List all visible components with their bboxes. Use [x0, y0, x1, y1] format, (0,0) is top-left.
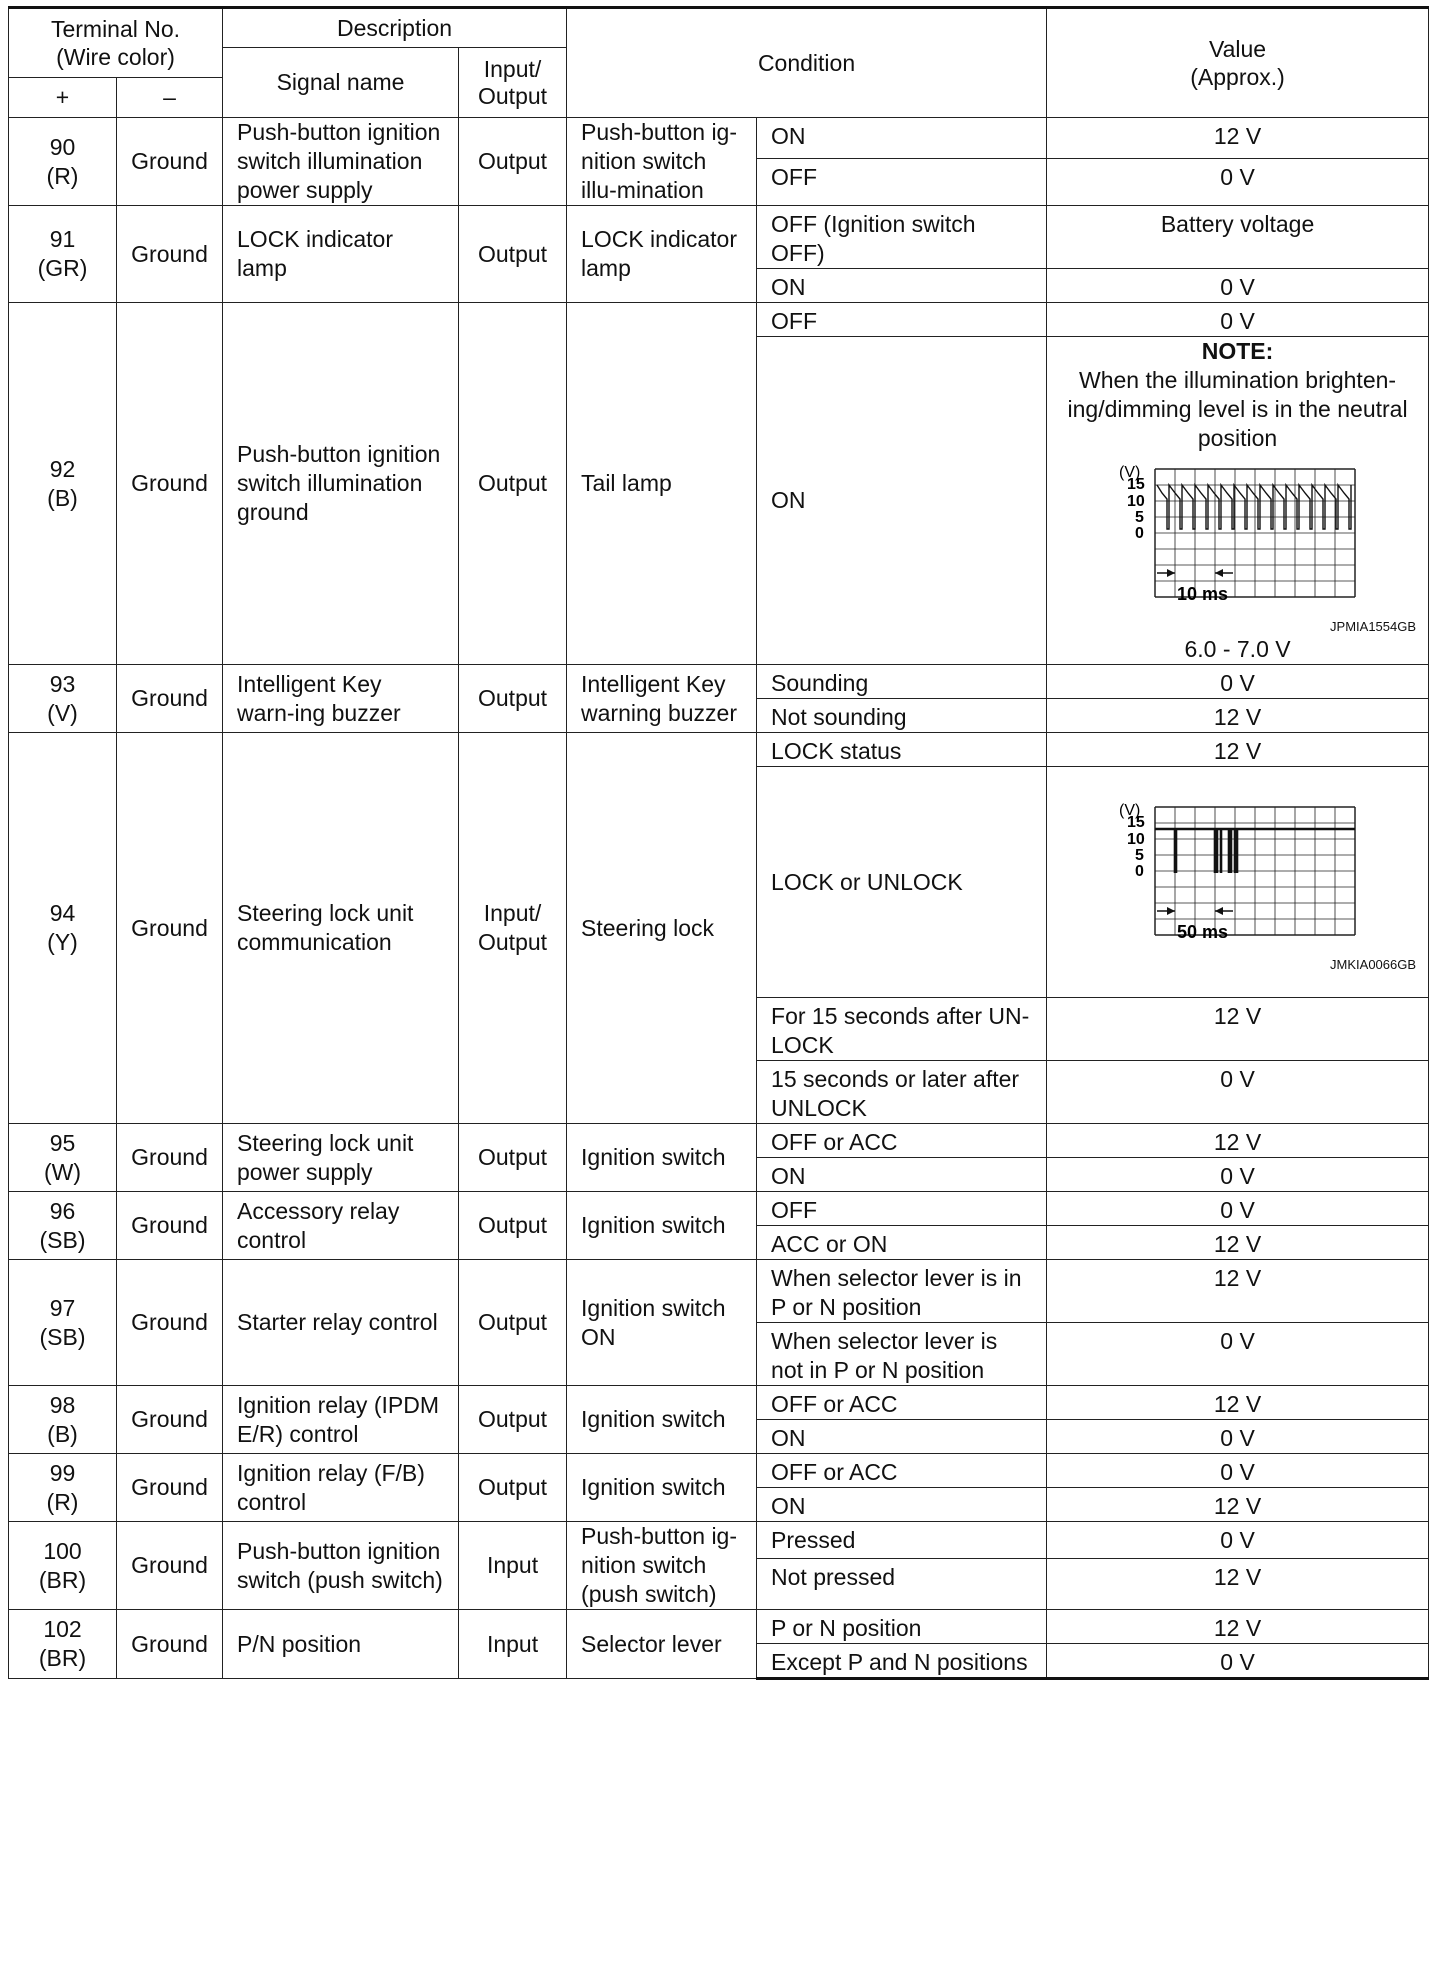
- wave-tick-label: 15: [1126, 814, 1145, 831]
- header-condition: Condition: [567, 8, 1047, 118]
- condition-main: Ignition switch: [567, 1386, 757, 1454]
- value-cell: 0 V: [1047, 1644, 1429, 1679]
- table-row: [9, 665, 1429, 699]
- wire-color: (B): [47, 484, 78, 511]
- header-io-1: Input/: [483, 55, 542, 82]
- table-row: [9, 1386, 1429, 1420]
- terminal-cell: [9, 1610, 117, 1679]
- minus-terminal: Ground: [117, 1192, 223, 1260]
- terminal-cell: [9, 1386, 117, 1454]
- signal-name: Push-button ignition switch illumination ground: [223, 303, 459, 665]
- terminal-number: 96: [49, 1197, 76, 1224]
- condition-main: Push-button ig-nition switch (push switch): [567, 1522, 757, 1610]
- signal-name: Starter relay control: [223, 1260, 459, 1386]
- value-cell: 12 V: [1047, 1610, 1429, 1644]
- terminal-cell: [9, 118, 117, 206]
- figure-code: JPMIA1554GB: [1330, 619, 1417, 634]
- condition-main: Ignition switch ON: [567, 1260, 757, 1386]
- value-cell: 0 V: [1047, 1454, 1429, 1488]
- signal-name: Ignition relay (F/B) control: [223, 1454, 459, 1522]
- table-row: [9, 118, 1429, 159]
- condition-sub: LOCK status: [757, 733, 1047, 767]
- condition-sub: ACC or ON: [757, 1226, 1047, 1260]
- condition-sub: When selector lever is in P or N position: [757, 1260, 1047, 1323]
- value-cell: 0 V: [1047, 303, 1429, 337]
- wave-tick-label: 0: [1134, 863, 1144, 880]
- value-cell: 0 V: [1047, 1192, 1429, 1226]
- table-row: [9, 1260, 1429, 1323]
- terminal-number: 102: [43, 1616, 82, 1642]
- condition-sub: When selector lever is not in P or N position: [757, 1323, 1047, 1386]
- value-cell: [1047, 337, 1429, 665]
- minus-terminal: Ground: [117, 1522, 223, 1610]
- wave-tick-label: 5: [1134, 509, 1144, 526]
- table-row: [9, 1522, 1429, 1559]
- value-cell: 0 V: [1047, 1420, 1429, 1454]
- arrowhead: [1167, 569, 1175, 577]
- arrowhead: [1215, 907, 1223, 915]
- note-text: When the illumination brighten-ing/dimming level is in the neutral position: [1067, 367, 1408, 451]
- condition-main: LOCK indicator lamp: [567, 206, 757, 303]
- condition-main: Ignition switch: [567, 1124, 757, 1192]
- wire-color: (SB): [39, 1323, 86, 1350]
- signal-name: Ignition relay (IPDM E/R) control: [223, 1386, 459, 1454]
- input-output: Output: [459, 1454, 567, 1522]
- minus-terminal: Ground: [117, 1386, 223, 1454]
- wave-tick-label: 0: [1134, 525, 1144, 542]
- wave-tick-label: 10: [1126, 831, 1145, 848]
- condition-sub: 15 seconds or later after UNLOCK: [757, 1061, 1047, 1124]
- value-cell: 0 V: [1047, 1522, 1429, 1559]
- value-cell: 12 V: [1047, 1226, 1429, 1260]
- value-cell: 12 V: [1047, 733, 1429, 767]
- condition-sub: ON: [757, 337, 1047, 665]
- wire-color: (BR): [38, 1566, 87, 1593]
- waveform-graph: [1113, 459, 1363, 619]
- wire-color: (Y): [47, 929, 78, 955]
- signal-name: Steering lock unit communication: [223, 733, 459, 1124]
- signal-name: P/N position: [223, 1610, 459, 1679]
- value-cell: [1047, 767, 1429, 998]
- signal-name: LOCK indicator lamp: [223, 206, 459, 303]
- terminal-cell: [9, 1454, 117, 1522]
- terminal-cell: [9, 1522, 117, 1610]
- arrowhead: [1215, 569, 1223, 577]
- condition-main: Selector lever: [567, 1610, 757, 1679]
- condition-sub: LOCK or UNLOCK: [757, 767, 1047, 998]
- minus-terminal: Ground: [117, 1610, 223, 1679]
- input-output: Output: [459, 1124, 567, 1192]
- condition-sub: ON: [757, 269, 1047, 303]
- minus-terminal: Ground: [117, 118, 223, 206]
- condition-sub: OFF or ACC: [757, 1454, 1047, 1488]
- wave-tick-label: 10: [1126, 493, 1145, 510]
- condition-sub: ON: [757, 1158, 1047, 1192]
- condition-main: Push-button ig-nition switch illu-mination: [567, 118, 757, 206]
- value-cell: 12 V: [1047, 1260, 1429, 1323]
- table-row: [9, 733, 1429, 767]
- signal-name: Push-button ignition switch illumination power supply: [223, 118, 459, 206]
- terminal-number: 93: [49, 670, 76, 697]
- condition-sub: OFF: [757, 1192, 1047, 1226]
- input-output: Output: [459, 1192, 567, 1260]
- condition-sub: For 15 seconds after UN-LOCK: [757, 998, 1047, 1061]
- value-cell: 12 V: [1047, 1124, 1429, 1158]
- header-terminal: [9, 8, 223, 78]
- value-cell: 12 V: [1047, 1488, 1429, 1522]
- note-title: NOTE:: [1201, 338, 1274, 364]
- condition-main: Intelligent Key warning buzzer: [567, 665, 757, 733]
- condition-sub: P or N position: [757, 1610, 1047, 1644]
- wave-tick-label: 15: [1126, 476, 1145, 493]
- input-output: Output: [459, 206, 567, 303]
- signal-name: Intelligent Key warn-ing buzzer: [223, 665, 459, 733]
- terminal-number: 91: [49, 226, 76, 252]
- terminal-number: 94: [49, 900, 76, 926]
- condition-sub: Except P and N positions: [757, 1644, 1047, 1679]
- condition-sub: ON: [757, 118, 1047, 159]
- table-body: [9, 118, 1429, 1679]
- wire-color: (W): [43, 1158, 82, 1185]
- table-row: [9, 1454, 1429, 1488]
- minus-terminal: Ground: [117, 303, 223, 665]
- condition-sub: ON: [757, 1488, 1047, 1522]
- condition-sub: OFF or ACC: [757, 1124, 1047, 1158]
- arrowhead: [1167, 907, 1175, 915]
- minus-terminal: Ground: [117, 1124, 223, 1192]
- wire-color: (R): [46, 162, 79, 189]
- wave-tick-label: 5: [1134, 847, 1144, 864]
- header-value-approx: (Approx.): [1190, 64, 1285, 90]
- header-signal-name: Signal name: [223, 48, 459, 118]
- value-cell: Battery voltage: [1047, 206, 1429, 269]
- condition-sub: OFF: [757, 303, 1047, 337]
- waveform-graph: [1113, 797, 1363, 957]
- terminal-cell: [9, 733, 117, 1124]
- wave-unit-label: (V): [1118, 464, 1140, 481]
- wire-color: (V): [47, 699, 78, 726]
- condition-sub: Sounding: [757, 665, 1047, 699]
- condition-main: Tail lamp: [567, 303, 757, 665]
- value-cell: 12 V: [1047, 118, 1429, 159]
- input-output: Input: [459, 1610, 567, 1679]
- input-output: Output: [459, 665, 567, 733]
- wire-color: (SB): [39, 1226, 86, 1253]
- input-output: Output: [459, 1386, 567, 1454]
- signal-name: Push-button ignition switch (push switch): [223, 1522, 459, 1610]
- terminal-cell: [9, 1192, 117, 1260]
- condition-sub: OFF (Ignition switch OFF): [757, 206, 1047, 269]
- terminal-number: 98: [49, 1391, 76, 1418]
- terminal-cell: [9, 206, 117, 303]
- value-cell: 0 V: [1047, 269, 1429, 303]
- wire-color: (R): [46, 1488, 79, 1515]
- signal-name: Steering lock unit power supply: [223, 1124, 459, 1192]
- table-row: [9, 206, 1429, 269]
- waveform-trace: [1157, 485, 1351, 529]
- header-terminal-no: Terminal No.: [50, 16, 181, 42]
- header-value: [1047, 8, 1429, 118]
- minus-terminal: Ground: [117, 1454, 223, 1522]
- input-output: Input/ Output: [459, 733, 567, 1124]
- input-output: Output: [459, 1260, 567, 1386]
- figure-code: JMKIA0066GB: [1330, 957, 1417, 972]
- condition-main: Ignition switch: [567, 1454, 757, 1522]
- table-row: [9, 1124, 1429, 1158]
- terminal-number: 90: [49, 133, 76, 160]
- wire-color: (BR): [38, 1645, 87, 1671]
- value-text: 6.0 - 7.0 V: [1184, 636, 1291, 662]
- value-cell: 0 V: [1047, 1061, 1429, 1124]
- value-cell: 12 V: [1047, 699, 1429, 733]
- condition-main: Steering lock: [567, 733, 757, 1124]
- wire-color: (GR): [37, 255, 88, 281]
- minus-terminal: Ground: [117, 733, 223, 1124]
- terminal-number: 95: [49, 1129, 76, 1156]
- terminal-number: 100: [43, 1537, 82, 1564]
- value-cell: 0 V: [1047, 1323, 1429, 1386]
- table-row: [9, 1610, 1429, 1644]
- terminal-number: 99: [49, 1459, 76, 1486]
- value-cell: 0 V: [1047, 665, 1429, 699]
- terminal-cell: [9, 1124, 117, 1192]
- terminal-table: [8, 6, 1429, 1680]
- terminal-cell: [9, 665, 117, 733]
- value-cell: 0 V: [1047, 159, 1429, 206]
- table-header: [9, 8, 1429, 118]
- condition-sub: OFF: [757, 159, 1047, 206]
- header-description: Description: [223, 8, 567, 48]
- header-io: [459, 48, 567, 118]
- input-output: Input: [459, 1522, 567, 1610]
- table-row: [9, 1192, 1429, 1226]
- condition-sub: Pressed: [757, 1522, 1047, 1559]
- value-cell: 0 V: [1047, 1158, 1429, 1192]
- terminal-number: 97: [49, 1294, 76, 1321]
- wave-time-label: 50 ms: [1176, 922, 1228, 942]
- table-row: [9, 303, 1429, 337]
- input-output: Output: [459, 118, 567, 206]
- condition-sub: Not pressed: [757, 1558, 1047, 1609]
- header-plus: +: [9, 78, 117, 118]
- condition-sub: OFF or ACC: [757, 1386, 1047, 1420]
- header-io-2: Output: [478, 82, 548, 109]
- minus-terminal: Ground: [117, 1260, 223, 1386]
- wave-unit-label: (V): [1118, 802, 1140, 819]
- wave-time-label: 10 ms: [1176, 584, 1228, 604]
- condition-main: Ignition switch: [567, 1192, 757, 1260]
- value-cell: 12 V: [1047, 998, 1429, 1061]
- signal-name: Accessory relay control: [223, 1192, 459, 1260]
- header-minus: –: [117, 78, 223, 118]
- terminal-cell: [9, 1260, 117, 1386]
- header-wire-color: (Wire color): [56, 44, 175, 70]
- minus-terminal: Ground: [117, 665, 223, 733]
- terminal-cell: [9, 303, 117, 665]
- value-cell: 12 V: [1047, 1558, 1429, 1609]
- condition-sub: Not sounding: [757, 699, 1047, 733]
- minus-terminal: Ground: [117, 206, 223, 303]
- condition-sub: ON: [757, 1420, 1047, 1454]
- input-output: Output: [459, 303, 567, 665]
- wire-color: (B): [47, 1420, 78, 1447]
- terminal-number: 92: [49, 455, 76, 482]
- header-value-label: Value: [1208, 36, 1267, 62]
- value-cell: 12 V: [1047, 1386, 1429, 1420]
